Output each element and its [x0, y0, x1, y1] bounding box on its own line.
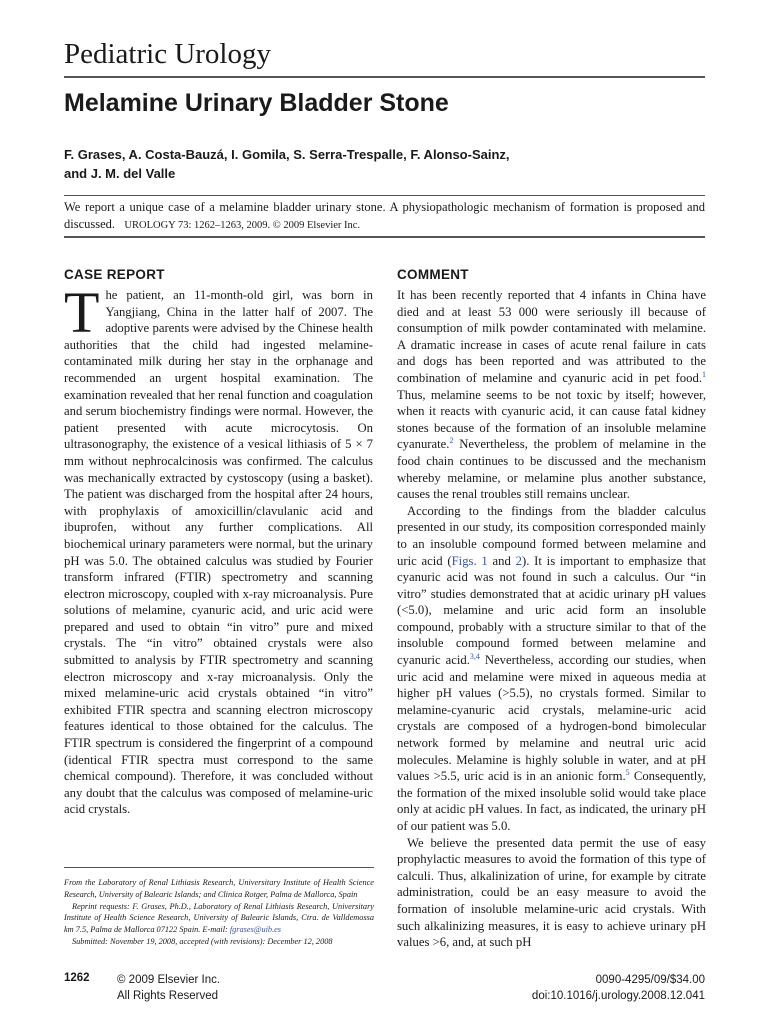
reprint-text: Reprint requests: F. Grases, Ph.D., Laboratory of Renal Lithiasis Research, Universitary Institute of Health Science Research, University of Balearic Islands, Ctra. de Valldemossa km 7.5, Palma de Mallorca 07122 Spain. E-mail: [64, 901, 374, 935]
comment-text: Thus, melamine seems to be not toxic by itself; however, when it reacts with cyanuric acid, it can cause fatal kidney stones because of the formation of an insoluble melamine cyanurate. [397, 387, 706, 452]
abstract-bottom-rule [64, 236, 705, 238]
comment-text: Nevertheless, according our studies, when uric acid and melamine were mixed in aqueous media at higher pH values (>5.5), no crystals formed. Similar to melamine-cyanuric acid crystals, melamine-uric acid crystals are composed of a hydrogen-bond bimolecular network formed by melamine and neutral uric acid molecules. Melamine is highly soluble in water, and at pH values >5.5, uric acid is in an anionic form. [397, 653, 707, 784]
submission-dates: Submitted: November 19, 2008, accepted (with revisions): December 12, 2008 [72, 936, 333, 946]
header-rule [64, 76, 705, 78]
figure-link[interactable]: Figs. 1 [451, 553, 488, 568]
comment-text: and [487, 553, 516, 568]
reference-link[interactable]: 3,4 [469, 651, 480, 661]
footnotes [64, 877, 374, 948]
email-link[interactable]: fgrases@uib.es [229, 925, 282, 935]
author-line-1: F. Grases, A. Costa-Bauzá, I. Gomila, S. Serra-Trespalle, F. Alonso-Sainz, [64, 147, 510, 162]
copyright-block [117, 972, 220, 1004]
footnote-rule [64, 867, 374, 868]
article-title: Melamine Urinary Bladder Stone [64, 89, 449, 117]
comment-paragraph-1 [397, 287, 706, 503]
reference-link[interactable]: 1 [702, 369, 706, 379]
reference-link[interactable]: 2 [449, 436, 454, 446]
comment-paragraph-3 [397, 835, 706, 951]
case-report-paragraph [64, 280, 373, 818]
case-report-text: he patient, an 11-month-old girl, was born in Yangjiang, China in the latter half of 2007. The adoptive parents were advised by the Chinese health authorities that the child had ingested melamine-contaminated milk during her stay in the orphanage and recommended an urgent hospital examination. The examination revealed that her renal function and coagulation and serum biochemistry findings were normal. However, the patient presented with acute microcytosis. On ultrasonography, the existence of a vesical lithiasis of 5 × 7 mm without nephrocalcinosis was confirmed. The calculus was mechanically extracted by cystoscopy (using a basket). The patient was discharged from the hospital after 24 hours, with prophylaxis of amoxicillin/clavulanic acid and ibuprofen, without any further complications. All biochemical urinary parameters were normal, but the urinary pH was 5.0. The obtained calculus was studied by Fourier transform infrared (FTIR) spectrometry and scanning electron microscopy, coupled with x-ray microanalysis. Pure solutions of melamine, cyanuric acid, and uric acid were prepared and used to obtain “in vitro” pure and mixed crystals. The “in vitro” obtained crystals were also submitted to analysis by FTIR spectrometry and scanning electron microscopy and x-ray microanalysis. Only the mixed melamine-uric acid crystals obtained “in vitro” exhibited FTIR spectra and scanning electron microscopy features identical to those obtained for the calculus. The FTIR spectrum is considered the fingerprint of a compound (identical FTIR spectra must correspond to the same chemical compound). Therefore, it was concluded without any doubt that the calculus was composed of melamine-uric acid crystals. [64, 288, 373, 817]
comment-heading: COMMENT [397, 267, 469, 282]
case-report-heading: CASE REPORT [64, 267, 165, 282]
abstract-text: We report a unique case of a melamine bladder urinary stone. A physiopathologic mechanism of formation is proposed and discussed. [64, 200, 705, 231]
doi[interactable]: doi:10.1016/j.urology.2008.12.041 [531, 990, 705, 1002]
issn-price: 0090-4295/09/$34.00 [595, 974, 705, 986]
comment-paragraph-2 [397, 503, 706, 835]
author-list [64, 145, 704, 183]
page-number: 1262 [64, 972, 90, 984]
comment-body [397, 287, 706, 951]
drop-cap: T [64, 280, 100, 345]
publication-info [532, 972, 705, 1004]
author-line-2: and J. M. del Valle [64, 166, 176, 181]
comment-text: Consequently, the formation of the mixed insoluble solid would take place only at acidic pH values. In fact, as indicated, the urinary pH of our patient was 5.0. [397, 769, 706, 833]
case-report-body [64, 280, 373, 818]
comment-text: We believe the presented data permit the use of easy prophylactic measures to avoid the formation of this type of calculi. Thus, alkalinization of urine, for example by citrate administration, could be an easy measure to avoid the formation of insoluble melamine-uric acid crystals. With such alkalinizing measures, it is easy to achieve urinary pH values >6, and, at such pH [397, 835, 706, 950]
reference-link[interactable]: 5 [625, 767, 630, 777]
reprint-note [64, 901, 374, 936]
abstract [64, 199, 705, 234]
copyright-line: © 2009 Elsevier Inc. [117, 974, 221, 986]
comment-text: It has been recently reported that 4 infants in China have died and at least 53 000 were seriously ill because of consumption of milk powder contaminated with melamine. A dramatic increase in cases of acute renal failure in cats and dogs has been reported and was attributed to the combination of melamine and cyanuric acid in pet food. [397, 288, 706, 385]
comment-text: Nevertheless, the problem of melamine in the food chain continues to be discussed and the mechanism whereby melamine, or melamine plus another substance, causes the renal troubles still remains unclear. [397, 437, 706, 502]
comment-text: According to the findings from the bladder calculus presented in our study, its composition corresponded mainly to an insoluble compound formed between melamine and uric acid ( [397, 503, 706, 568]
abstract-top-rule [64, 195, 705, 196]
figure-link[interactable]: 2 [515, 553, 522, 568]
affiliation-note: From the Laboratory of Renal Lithiasis Research, Universitary Institute of Health Science Research, University of Balearic Islands; and Clinica Rotger, Palma de Mallorca, Spain [64, 878, 374, 899]
comment-text: ). It is important to emphasize that cyanuric acid was not found in such a calculus. Our “in vitro” studies demonstrated that at acidic urinary pH values (<5.0), melamine and uric acid form an insoluble compound, probably with a structure similar to that of the insoluble compound formed between melamine and cyanuric acid. [397, 553, 706, 668]
abstract-citation: UROLOGY 73: 1262–1263, 2009. © 2009 Elsevier Inc. [124, 220, 361, 231]
journal-name: Pediatric Urology [64, 38, 271, 70]
rights-line: All Rights Reserved [117, 990, 218, 1002]
